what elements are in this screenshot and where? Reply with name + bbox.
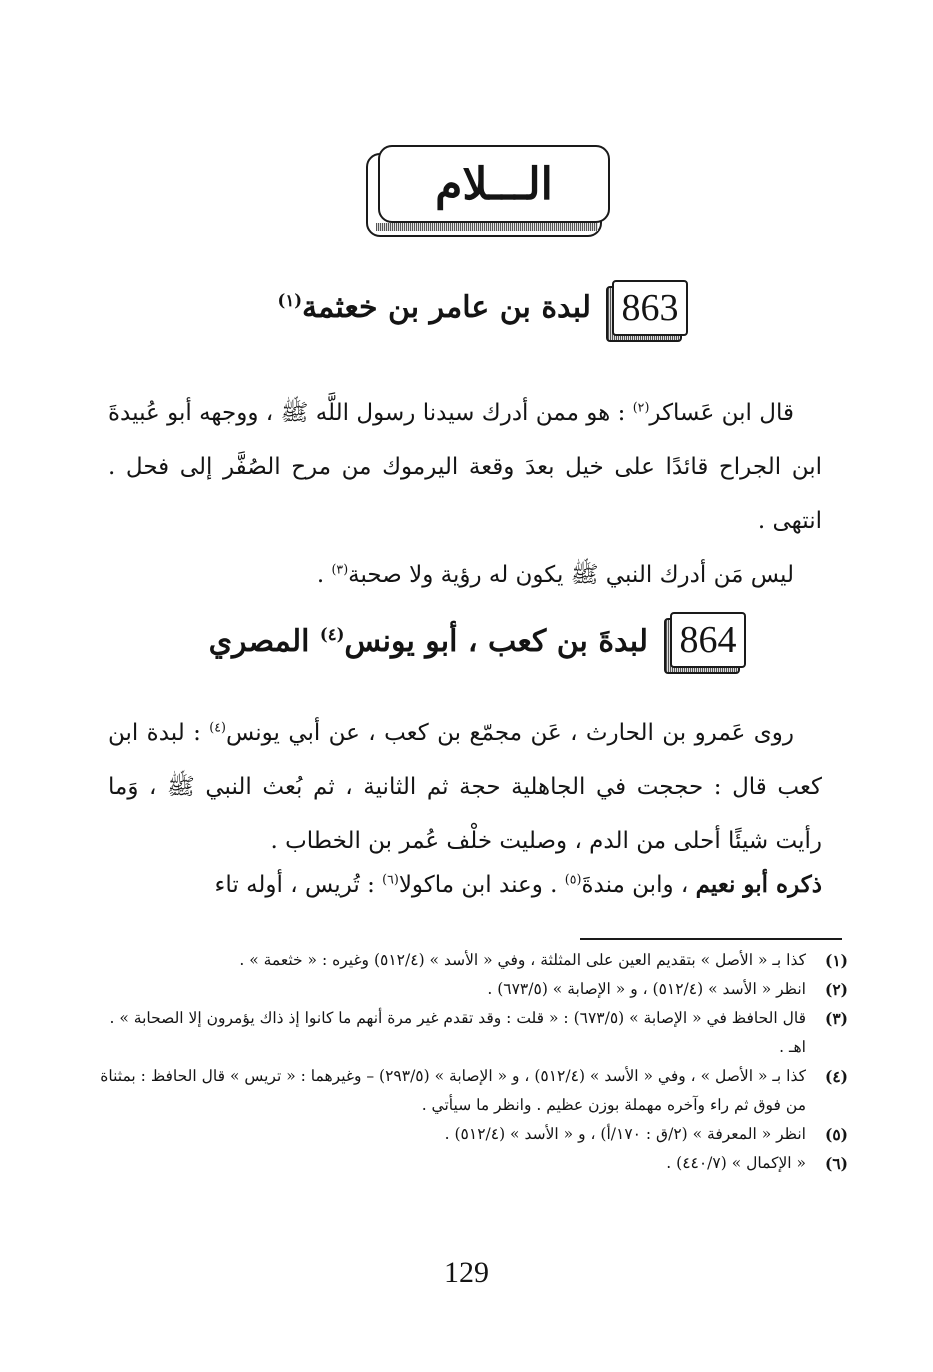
- footnote-mark: (٤): [824, 1067, 848, 1086]
- paragraph-text: ليس مَن أدرك النبي ﷺ يكون له رؤية ولا صحبة: [348, 562, 794, 588]
- footnote-text: كذا بـ « الأصل » ، وفي « الأسد » (٥١٢/٤) ، و « الإصابة » (٢٩٣/٥) – وغيرهما : « تريس » قال الحافظ : بمثناة من فوق ثم راء وآخره مهملة بوزن عظيم . وانظر ما سيأتي .: [100, 1067, 806, 1114]
- entry-number-box: [606, 280, 688, 342]
- entry-title: [209, 624, 648, 659]
- paragraph: [108, 706, 822, 868]
- footnote-ref: (٤): [209, 719, 226, 735]
- entry-number-box: [664, 612, 746, 674]
- entry-title-text: لبدة بن عامر بن خعثمة: [302, 290, 591, 325]
- page-number: 129: [444, 1256, 489, 1289]
- footnote: [100, 1120, 848, 1149]
- frame-shadow-hatch: [376, 223, 598, 231]
- footnote-mark: (٢): [824, 980, 848, 999]
- footnote-text: كذا بـ « الأصل » بتقديم العين على المثلثة ، وفي « الأسد » (٥١٢/٤) وغيره : « خثعمة » .: [239, 951, 806, 969]
- footnote-text: « الإكمال » (٤٤٠/٧) .: [666, 1154, 806, 1172]
- entry-title: [278, 290, 591, 325]
- chapter-title-box: [378, 145, 610, 223]
- paragraph-text: ، وابن مندةَ: [581, 872, 696, 898]
- footnote-text: انظر « المعرفة » (٢/ق : ١٧٠/أ) ، و « الأسد » (٥١٢/٤) .: [444, 1125, 806, 1143]
- footnote-mark: (١): [824, 951, 848, 970]
- footnote-ref: (٤): [319, 625, 345, 644]
- paragraph-text: : تُريس ، أوله تاء: [214, 872, 383, 898]
- footnote: [100, 1062, 848, 1120]
- entry-heading-864: [0, 612, 933, 682]
- footnote-text: انظر « الأسد » (٥١٢/٤) ، و « الإصابة » (٦٧٣/٥) .: [487, 980, 806, 998]
- footnote: [100, 975, 848, 1004]
- footnote: [100, 1149, 848, 1178]
- footnote-separator: [580, 938, 842, 940]
- footnote-mark: (٦): [824, 1154, 848, 1173]
- paragraph: [108, 386, 822, 548]
- paragraph-text: : لبدة ابن كعب قال : حججت في الجاهلية حجة ثم الثانية ، ثم بُعث النبي ﷺ ، وَما رأيت شيئًا أحلى من الدم ، وصليت خلْف عُمر بن الخطاب .: [108, 720, 822, 854]
- footnote-ref: (١): [277, 291, 303, 310]
- paragraph-text: روى عَمرو بن الحارث ، عَن مجمّع بن كعب ، عن أبي يونس: [225, 720, 794, 746]
- chapter-title: الـــلام: [435, 158, 553, 210]
- footnotes: [100, 946, 848, 1178]
- number-box-face: [670, 612, 746, 668]
- entry-number: 864: [679, 619, 737, 661]
- paragraph: [108, 548, 822, 602]
- footnote-ref: (٣): [331, 561, 349, 577]
- paragraph: [108, 858, 822, 912]
- footnote-mark: (٣): [824, 1009, 848, 1028]
- number-box-face: [612, 280, 688, 336]
- footnote-mark: (٥): [824, 1125, 848, 1144]
- footnote-ref: (٢): [632, 399, 650, 415]
- footnote-ref: (٦): [382, 871, 399, 887]
- paragraph-text: : هو ممن أدرك سيدنا رسول اللَّه ﷺ ، ووجهه أبو عُبيدةَ ابن الجراح قائدًا على خيل بعدَ وقعة اليرموك من مرح الصُفَّر إلى فحل . انتهى .: [108, 400, 822, 534]
- paragraph-bold-text: ذكره أبو نعيم: [695, 871, 822, 898]
- entry-title-text: المصري: [208, 624, 320, 659]
- entry-heading-863: [0, 278, 933, 348]
- entry-title-text: لبدةَ بن كعب ، أبو يونس: [344, 624, 648, 659]
- entry-number: 863: [621, 287, 679, 329]
- chapter-title-frame: [366, 145, 612, 237]
- footnote-ref: (٥): [564, 871, 582, 887]
- footnote: [100, 1004, 848, 1062]
- paragraph-text: . وعند ابن ماكولا: [398, 872, 565, 898]
- paragraph-text: قال ابن عَساكر: [649, 400, 795, 426]
- footnote-text: قال الحافظ في « الإصابة » (٦٧٣/٥) : « قلت : وقد تقدم غير مرة أنهم ما كانوا إذ ذاك يؤمرون إلا الصحابة » . اهـ .: [109, 1009, 806, 1056]
- footnote: [100, 946, 848, 975]
- paragraph-text: .: [316, 562, 332, 588]
